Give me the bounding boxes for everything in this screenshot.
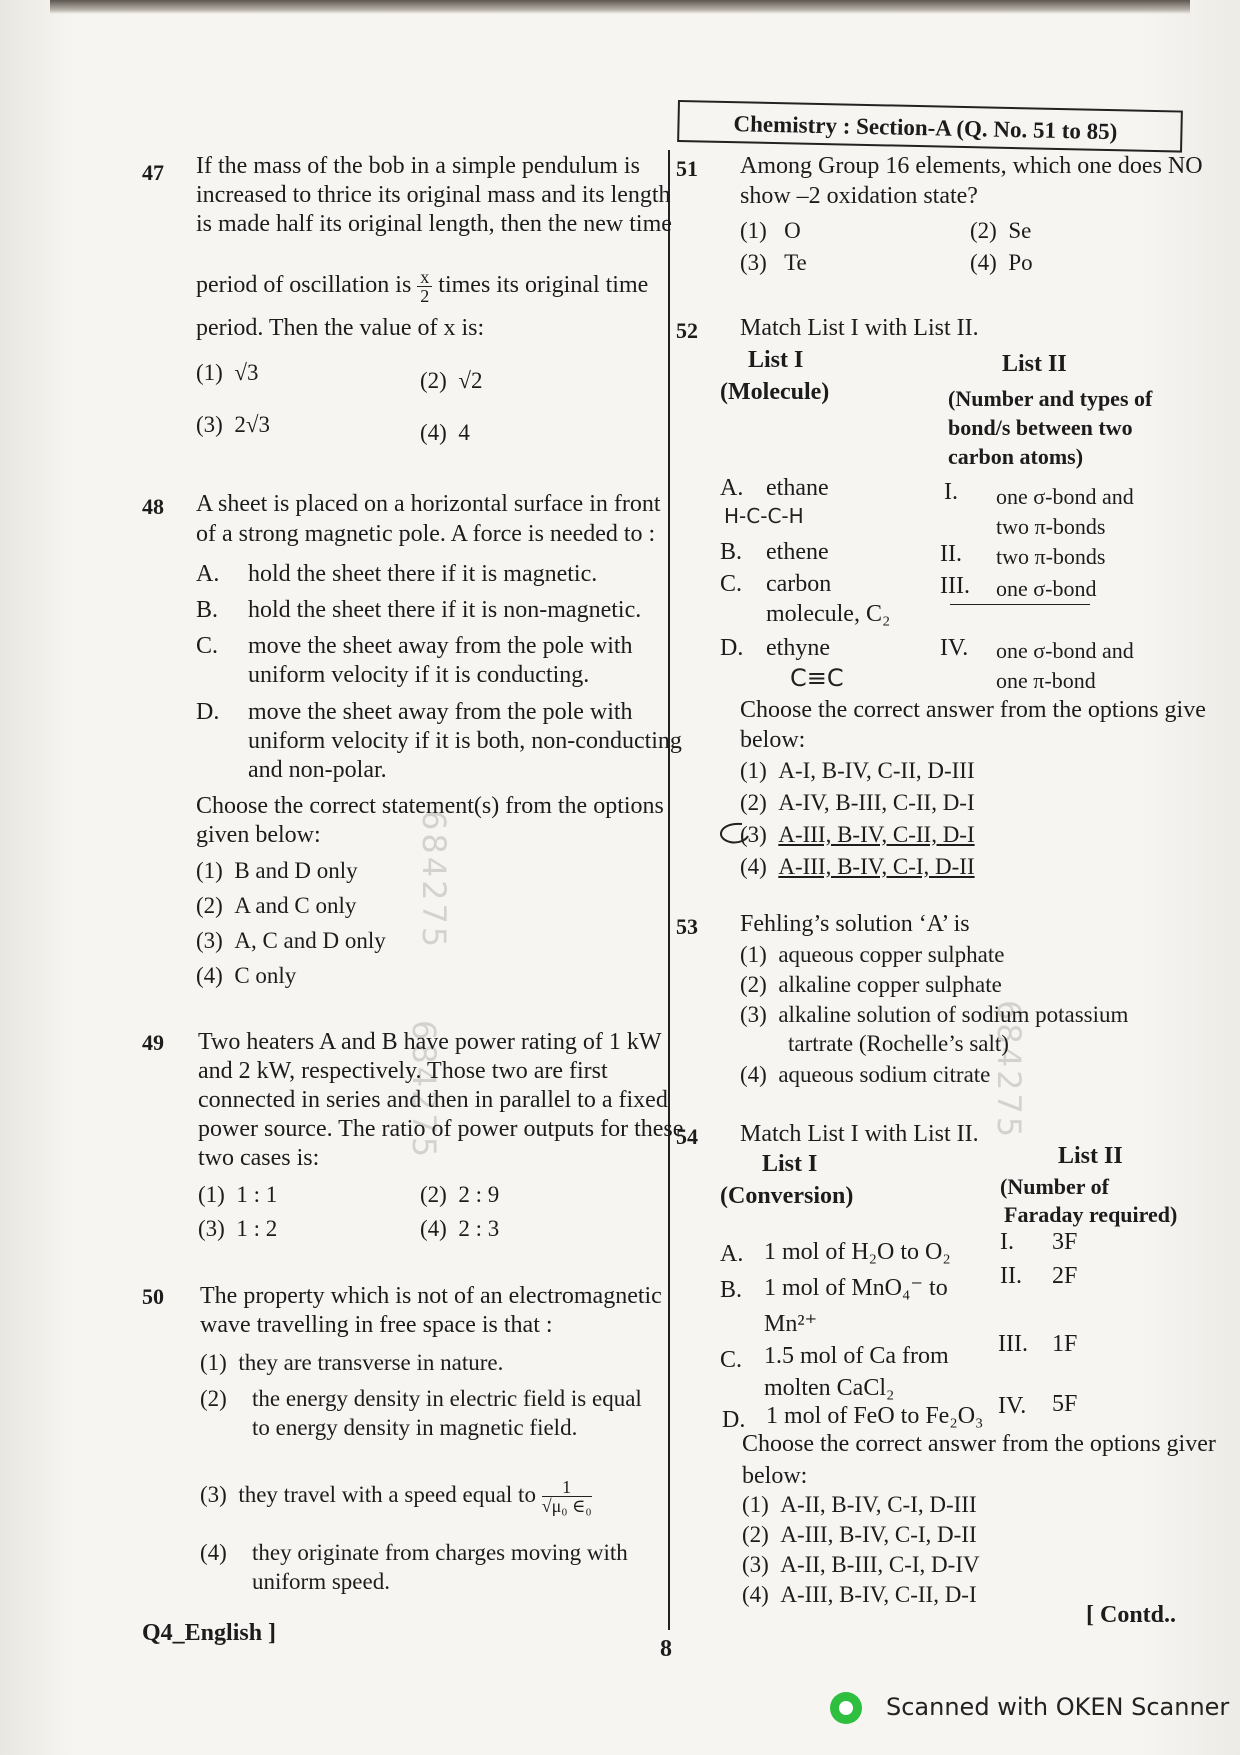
option-text: Po: [1008, 250, 1033, 275]
option-number: (3): [196, 928, 223, 953]
q50-line: The property which is not of an electromagnetic: [200, 1283, 662, 1309]
option-text: A, C and D only: [234, 928, 386, 953]
row-IV-label: IV.: [940, 635, 969, 661]
option-number: (2): [740, 972, 767, 997]
option-4: [740, 854, 975, 880]
list-2-subtitle: carbon atoms): [948, 444, 1084, 469]
option-2: [740, 790, 975, 816]
fraction: [417, 268, 432, 305]
option-1: [740, 218, 801, 244]
option-number: (3): [740, 1002, 767, 1027]
option-text: A-II, B-IV, C-I, D-III: [780, 1492, 977, 1517]
option-1: [198, 1182, 277, 1208]
option-1: [196, 858, 358, 884]
option-number: (1): [198, 1182, 225, 1207]
statement-A: [196, 560, 598, 589]
question-number: 54: [676, 1124, 698, 1149]
option-number: (2): [200, 1386, 227, 1411]
option-text: A-IV, B-III, C-II, D-I: [778, 790, 975, 815]
question-number: 51: [676, 156, 698, 181]
question-number: 49: [142, 1030, 164, 1055]
q48-line: Choose the correct statement(s) from the options: [196, 793, 664, 819]
option-number: (4): [200, 1540, 227, 1565]
option-3: [740, 1002, 1128, 1028]
option-3: [740, 250, 807, 276]
option-text: √3: [234, 360, 259, 385]
section-header: Chemistry : Section-A (Q. No. 51 to 85): [677, 100, 1183, 153]
option-number: (4): [196, 963, 223, 988]
option-2: [420, 1182, 499, 1208]
row-IV-text: one σ-bond and: [996, 638, 1134, 663]
statement-label: C.: [196, 633, 219, 659]
row-II-text: two π-bonds: [996, 544, 1106, 569]
option-1: [200, 1350, 503, 1376]
row-C-label: C.: [720, 571, 743, 597]
list-1-title: List I: [762, 1151, 818, 1177]
list-2-title: List II: [1002, 351, 1067, 377]
option-number: (4): [420, 420, 447, 445]
option-number: (2): [196, 893, 223, 918]
option-text: A-III, B-IV, C-II, D-I: [780, 1582, 977, 1607]
option-text: 1 : 2: [236, 1216, 278, 1241]
q52-line: Match List I with List II.: [740, 315, 979, 341]
option-1: [740, 758, 975, 784]
watermark-left: 684275: [415, 810, 453, 951]
row-III-text: 1F: [1052, 1331, 1078, 1357]
q51-line: Among Group 16 elements, which one does NO: [740, 153, 1203, 179]
q48-line: A sheet is placed on a horizontal surface in front: [196, 491, 661, 517]
row-C-text: carbon: [766, 571, 832, 597]
option-text: 2√3: [234, 412, 270, 437]
option-number: (1): [196, 858, 223, 883]
option-text: 1 : 1: [236, 1182, 278, 1207]
row-B-label: B.: [720, 539, 743, 565]
q50-line: wave travelling in free space is that :: [200, 1312, 553, 1338]
option-number: (3): [198, 1216, 225, 1241]
q49-line: two cases is:: [198, 1145, 320, 1171]
statement-text: and non-polar.: [248, 757, 387, 783]
row-B-text: 1 mol of MnO₄⁻ to: [764, 1275, 948, 1301]
option-text: B and D only: [234, 858, 358, 883]
list-1-subtitle: (Molecule): [720, 379, 830, 405]
q47-line: increased to thrice its original mass and its length: [196, 182, 671, 208]
option-text: the energy density in electric field is equal: [252, 1386, 642, 1411]
option-text: Te: [784, 250, 807, 275]
q49-line: connected in series and then in parallel to a fixed: [198, 1087, 668, 1113]
statement-text: uniform velocity if it is both, non-conducting: [248, 728, 682, 754]
row-I-text: 3F: [1052, 1229, 1078, 1255]
q49-line: and 2 kW, respectively. Those two are first: [198, 1058, 608, 1084]
row-I-label: I.: [1000, 1229, 1014, 1255]
list-2-subtitle: (Number of: [1000, 1174, 1109, 1199]
option-number: (4): [740, 854, 767, 879]
row-I-label: I.: [944, 479, 958, 505]
option-4: [420, 1216, 499, 1242]
option-number: (1): [740, 942, 767, 967]
statement-text: hold the sheet there if it is non-magnetic.: [248, 597, 642, 623]
question-number: 47: [142, 160, 164, 185]
page-number: 8: [660, 1636, 672, 1662]
option-text: √2: [458, 368, 483, 393]
row-B-text: Mn²⁺: [764, 1311, 818, 1337]
handwritten-ethane: H-C-C-H: [724, 504, 804, 528]
question-number: 52: [676, 318, 698, 343]
option-3: [742, 1552, 980, 1578]
list-2-subtitle: (Number and types of: [948, 386, 1153, 411]
option-1: [740, 942, 1004, 968]
option-1: [742, 1492, 977, 1518]
option-number: (4): [420, 1216, 447, 1241]
option-text: to energy density in magnetic field.: [252, 1415, 578, 1440]
q47-line: If the mass of the bob in a simple pendulum is: [196, 153, 640, 179]
fraction-numerator: x: [417, 268, 432, 287]
option-3: [196, 412, 270, 438]
handwritten-ethyne: C≡C: [790, 664, 844, 692]
row-III-label: III.: [940, 573, 970, 599]
q48-line: of a strong magnetic pole. A force is needed to :: [196, 521, 656, 547]
fraction-numerator: 1: [542, 1478, 592, 1497]
q48-line: given below:: [196, 822, 321, 848]
row-IV-label: IV.: [998, 1393, 1027, 1419]
list-1-title: List I: [748, 347, 804, 373]
row-II-label: II.: [940, 541, 962, 567]
option-number: (1): [200, 1350, 227, 1375]
option-number: (2): [742, 1522, 769, 1547]
statement-text: uniform velocity if it is conducting.: [248, 662, 590, 688]
option-text: C only: [234, 963, 297, 988]
statement-label: D.: [196, 699, 220, 725]
handwritten-tick-mark: [712, 818, 752, 850]
q49-line: power source. The ratio of power outputs for these: [198, 1116, 684, 1142]
option-text: they travel with a speed equal to: [238, 1481, 536, 1507]
column-divider: [668, 150, 670, 1630]
option-number: (3): [740, 250, 767, 275]
option-text: alkaline solution of sodium potassium: [778, 1002, 1129, 1027]
option-text: they originate from charges moving with: [252, 1540, 628, 1565]
q52-line: below:: [740, 727, 806, 753]
option-number: (1): [740, 218, 767, 243]
option-4: [196, 963, 296, 989]
option-1: [196, 360, 258, 386]
q47-line: period. Then the value of x is:: [196, 315, 485, 341]
row-B-text: ethene: [766, 539, 829, 565]
paper-code: Q4_English ]: [142, 1620, 277, 1646]
option-4: [200, 1540, 227, 1566]
option-text: Se: [1008, 218, 1032, 243]
row-C-text: molten CaCl₂: [764, 1375, 895, 1401]
option-4: [740, 1062, 990, 1088]
option-3: [196, 928, 386, 954]
option-number: (3): [740, 822, 767, 847]
option-number: (2): [740, 790, 767, 815]
option-number: (3): [196, 412, 223, 437]
q54-line: Match List I with List II.: [740, 1121, 979, 1147]
fraction-denominator: 2: [420, 286, 430, 306]
question-number: 50: [142, 1284, 164, 1309]
option-2: [740, 972, 1002, 998]
question-number: 53: [676, 914, 698, 939]
q47-text: times its original time: [438, 272, 649, 299]
q47-line: is made half its original length, then the new time: [196, 211, 672, 237]
option-text: 4: [458, 420, 470, 445]
row-I-text: one σ-bond and: [996, 484, 1134, 509]
option-text: A-III, B-IV, C-I, D-II: [780, 1522, 977, 1547]
option-text: aqueous sodium citrate: [778, 1062, 991, 1087]
statement-B: [196, 596, 642, 625]
row-III-label: III.: [998, 1331, 1028, 1357]
q54-line: Choose the correct answer from the options giver: [742, 1431, 1216, 1457]
statement-text: move the sheet away from the pole with: [248, 699, 633, 725]
option-text: A-III, B-IV, C-I, D-II: [778, 854, 975, 879]
option-3: [198, 1216, 277, 1242]
statement-text: hold the sheet there if it is magnetic.: [248, 561, 598, 587]
q49-line: Two heaters A and B have power rating of 1 kW: [198, 1029, 662, 1055]
option-text: A and C only: [234, 893, 357, 918]
statement-C: [196, 632, 218, 661]
row-III-text: one σ-bond: [996, 576, 1097, 601]
option-number: (2): [420, 368, 447, 393]
option-4: [742, 1582, 977, 1608]
option-text: they are transverse in nature.: [238, 1350, 504, 1375]
q52-line: Choose the correct answer from the options give: [740, 697, 1206, 723]
option-text: O: [784, 218, 801, 243]
q54-line: below:: [742, 1463, 808, 1489]
question-number: 48: [142, 494, 164, 519]
option-3: [200, 1478, 592, 1515]
option-2: [970, 218, 1031, 244]
row-II-text: 2F: [1052, 1263, 1078, 1289]
option-text: alkaline copper sulphate: [778, 972, 1002, 997]
option-number: (3): [200, 1481, 227, 1507]
row-I-text: two π-bonds: [996, 514, 1106, 539]
row-IV-text: 5F: [1052, 1391, 1078, 1417]
fraction: [542, 1478, 592, 1515]
row-B-label: B.: [720, 1277, 743, 1303]
statement-label: B.: [196, 597, 219, 623]
option-3: [740, 822, 975, 848]
option-text: tartrate (Rochelle’s salt): [788, 1031, 1009, 1056]
option-text: aqueous copper sulphate: [778, 942, 1005, 967]
row-A-text: ethane: [766, 475, 829, 501]
scanner-logo-icon: [830, 1692, 862, 1724]
option-text: 2 : 3: [458, 1216, 500, 1241]
statement-D: [196, 698, 219, 727]
divider-line: [950, 604, 1090, 605]
row-D-text: ethyne: [766, 635, 830, 661]
watermark-left-lower: 684275: [405, 1020, 443, 1161]
option-text: 2 : 9: [458, 1182, 500, 1207]
scanner-watermark-text: Scanned with OKEN Scanner: [886, 1693, 1230, 1721]
row-C-label: C.: [720, 1347, 743, 1373]
option-text: A-II, B-III, C-I, D-IV: [780, 1552, 980, 1577]
option-2: [196, 893, 356, 919]
fraction-denominator: √μ₀ ∈₀: [541, 1496, 592, 1516]
continued-label: [ Contd..: [1086, 1602, 1177, 1628]
q53-line: Fehling’s solution ‘A’ is: [740, 911, 970, 937]
row-D-text: 1 mol of FeO to Fe₂O₃: [766, 1403, 984, 1429]
option-number: (1): [196, 360, 223, 385]
row-II-label: II.: [1000, 1263, 1022, 1289]
q47-text: period of oscillation is: [196, 272, 412, 299]
option-number: (1): [740, 758, 767, 783]
row-A-label: A.: [720, 1241, 744, 1267]
row-A-text: 1 mol of H₂O to O₂: [764, 1239, 951, 1265]
option-2: [200, 1386, 227, 1412]
option-number: (4): [970, 250, 997, 275]
row-A-label: A.: [720, 475, 744, 501]
watermark-right: 684275: [990, 1000, 1028, 1141]
row-C-text: molecule, C₂: [766, 601, 891, 627]
option-number: (1): [742, 1492, 769, 1517]
row-D-label: D.: [722, 1407, 746, 1433]
option-number: (4): [740, 1062, 767, 1087]
option-text: A-I, B-IV, C-II, D-III: [778, 758, 975, 783]
option-2: [742, 1522, 977, 1548]
scan-top-shadow: [50, 0, 1190, 14]
q47-line: [196, 268, 648, 305]
option-number: (2): [420, 1182, 447, 1207]
row-C-text: 1.5 mol of Ca from: [764, 1343, 949, 1369]
q51-line: show –2 oxidation state?: [740, 183, 978, 209]
option-4: [420, 420, 470, 446]
row-D-label: D.: [720, 635, 744, 661]
option-text: A-III, B-IV, C-II, D-I: [778, 822, 975, 847]
list-2-title: List II: [1058, 1143, 1123, 1169]
option-number: (2): [970, 218, 997, 243]
statement-label: A.: [196, 561, 220, 587]
option-number: (3): [742, 1552, 769, 1577]
row-IV-text: one π-bond: [996, 668, 1096, 693]
list-2-subtitle: bond/s between two: [948, 415, 1133, 440]
list-2-subtitle: Faraday required): [1004, 1202, 1178, 1227]
option-text: uniform speed.: [252, 1569, 390, 1594]
list-1-subtitle: (Conversion): [720, 1183, 854, 1209]
statement-text: move the sheet away from the pole with: [248, 633, 633, 659]
option-4: [970, 250, 1033, 276]
option-number: (4): [742, 1582, 769, 1607]
option-2: [420, 368, 482, 394]
